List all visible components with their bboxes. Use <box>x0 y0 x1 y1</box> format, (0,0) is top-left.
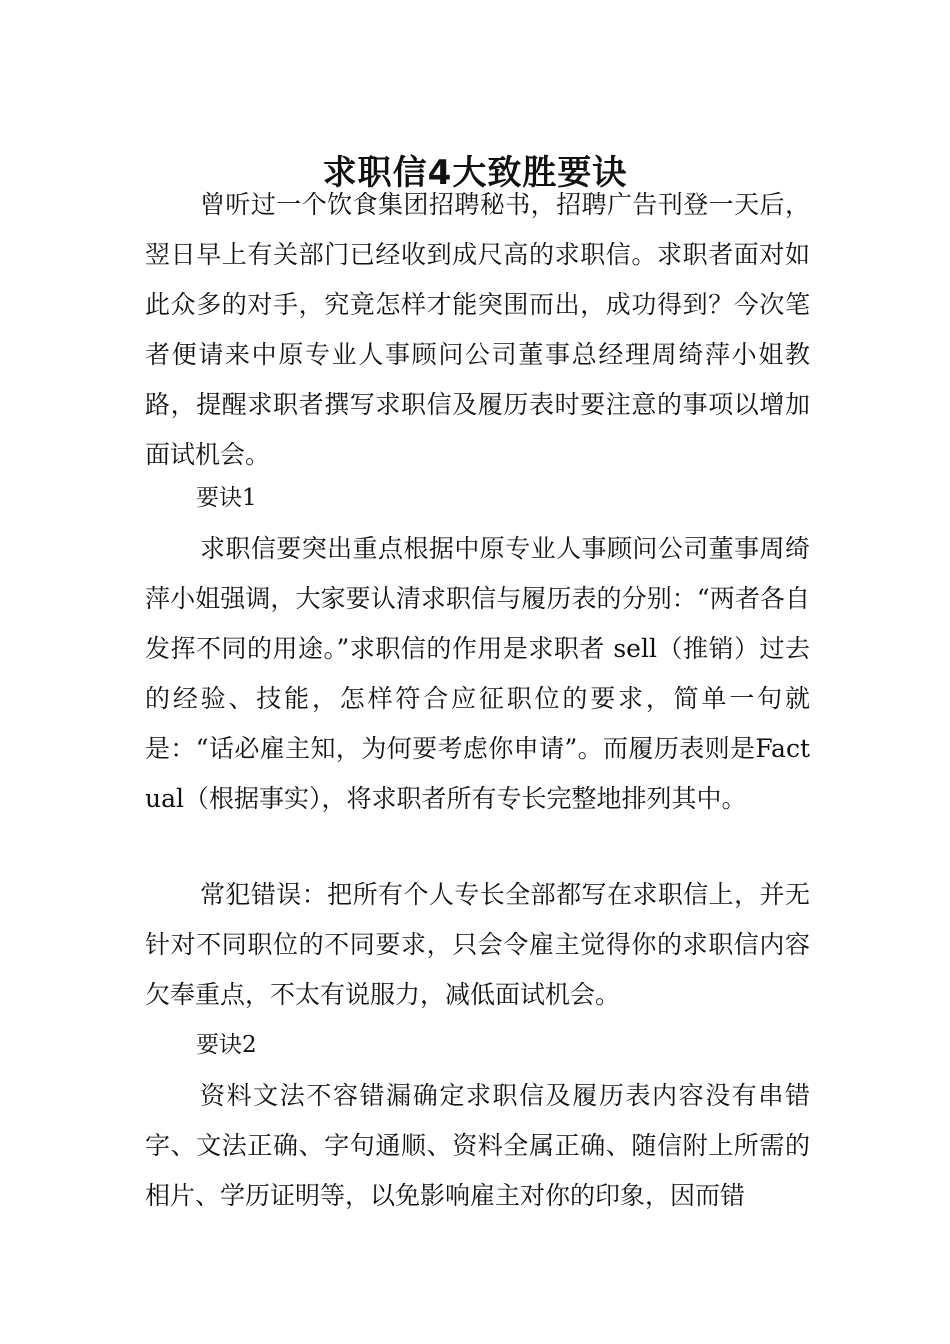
section-2-body: 资料文法不容错漏确定求职信及履历表内容没有串错字、文法正确、字句通顺、资料全属正确、随信附上所需的相片、学历证明等，以免影响雇主对你的印象，因而错 <box>145 1081 810 1210</box>
section-1-body: 求职信要突出重点根据中原专业人事顾问公司董事周绮萍小姐强调，大家要认清求职信与履历表的分别：“两者各自发挥不同的用途。”求职信的作用是求职者 sell（推销）过去的经验、技能，怎样符合应征职位的要求，简单一句就是：“话必雇主知，为何要考虑你申请”。而履历表则是Factual（根据事实），将求职者所有专长完整地排列其中。 <box>145 534 810 813</box>
intro-paragraph: 曾听过一个饮食集团招聘秘书，招聘广告刊登一天后，翌日早上有关部门已经收到成尺高的求职信。求职者面对如此众多的对手，究竟怎样才能突围而出，成功得到？今次笔者便请来中原专业人事顾问公司董事总经理周绮萍小姐教路，提醒求职者撰写求职信及履历表时要注意的事项以增加面试机会。 <box>145 190 810 469</box>
section-1-mistake: 常犯错误：把所有个人专长全部都写在求职信上，并无针对不同职位的不同要求，只会令雇主觉得你的求职信内容欠奉重点，不太有说服力，减低面试机会。 <box>145 880 810 1009</box>
section-2-heading: 要诀2 <box>196 1032 257 1058</box>
document-title: 求职信4大致胜要诀 <box>322 152 628 193</box>
section-1-heading: 要诀1 <box>196 485 257 511</box>
